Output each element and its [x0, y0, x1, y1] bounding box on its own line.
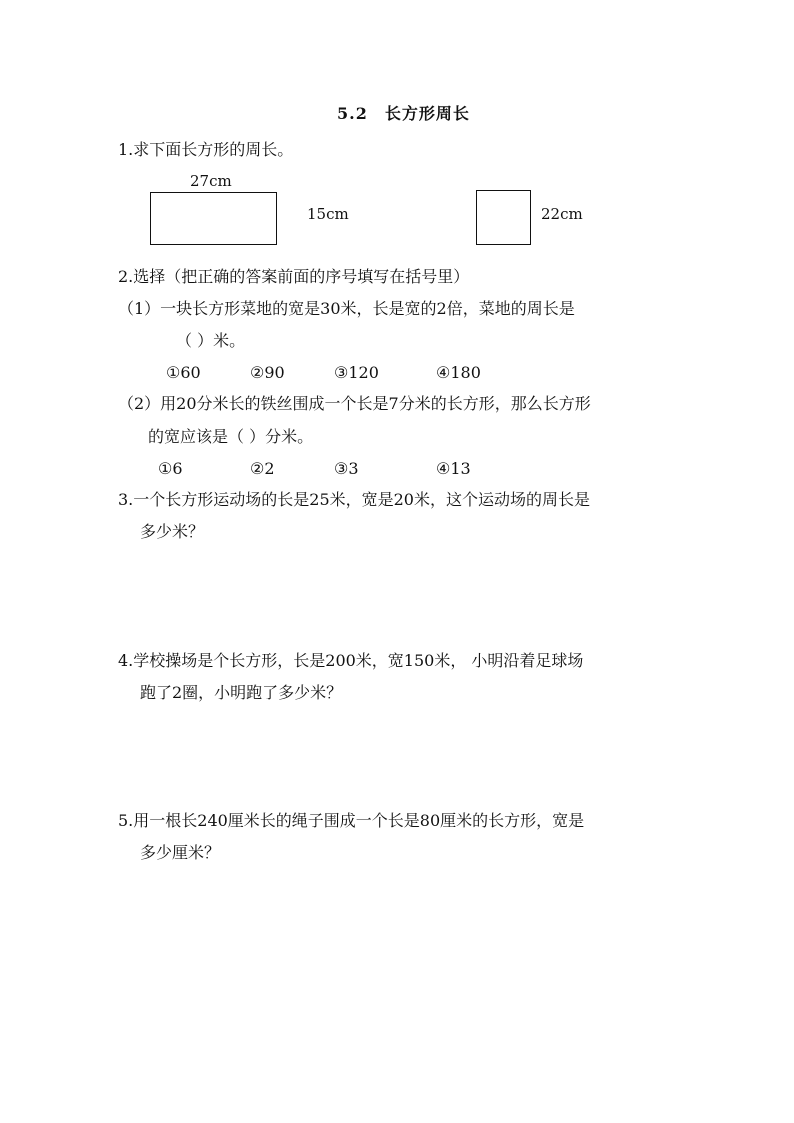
- q2-sub1-line1: （1）一块长方形菜地的宽是30米，长是宽的2倍，菜地的周长是: [118, 299, 575, 318]
- q3-line2: 多少米？: [140, 522, 205, 541]
- q2-sub2-option-4: ④13: [436, 459, 471, 478]
- q2-sub1-option-2: ②90: [250, 363, 285, 382]
- q2-sub1-option-4: ④180: [436, 363, 481, 382]
- q2-sub2-line1: （2）用20分米长的铁丝围成一个长是7分米的长方形，那么长方形: [118, 394, 591, 413]
- q2-sub2-option-3: ③3: [334, 459, 359, 478]
- square-shape: [476, 190, 531, 245]
- rect1-length-label: 27cm: [190, 172, 232, 190]
- q2-sub1-option-3: ③120: [334, 363, 379, 382]
- q2-sub2-option-2: ②2: [250, 459, 275, 478]
- q5-line2: 多少厘米？: [140, 843, 221, 862]
- q4-line1: 4.学校操场是个长方形，长是200米，宽150米， 小明沿着足球场: [118, 651, 584, 670]
- q5-line1: 5.用一根长240厘米长的绳子围成一个长是80厘米的长方形，宽是: [118, 811, 585, 830]
- rect1-width-label: 15cm: [307, 205, 349, 223]
- q2-sub2-option-1: ①6: [158, 459, 183, 478]
- q2-prompt: 2.选择（把正确的答案前面的序号填写在括号里）: [118, 267, 470, 286]
- q2-sub2-line2: 的宽应该是（ ）分米。: [148, 427, 314, 446]
- square-side-label: 22cm: [541, 205, 583, 223]
- q2-sub1-line2: （ ）米。: [176, 331, 246, 350]
- q4-line2: 跑了2圈，小明跑了多少米？: [140, 683, 343, 702]
- q1-prompt: 1.求下面长方形的周长。: [118, 140, 294, 159]
- page-title: 5.2 长方形周长: [337, 104, 470, 123]
- q3-line1: 3.一个长方形运动场的长是25米，宽是20米，这个运动场的周长是: [118, 490, 590, 509]
- q2-sub1-option-1: ①60: [166, 363, 201, 382]
- rect1-shape: [150, 192, 277, 245]
